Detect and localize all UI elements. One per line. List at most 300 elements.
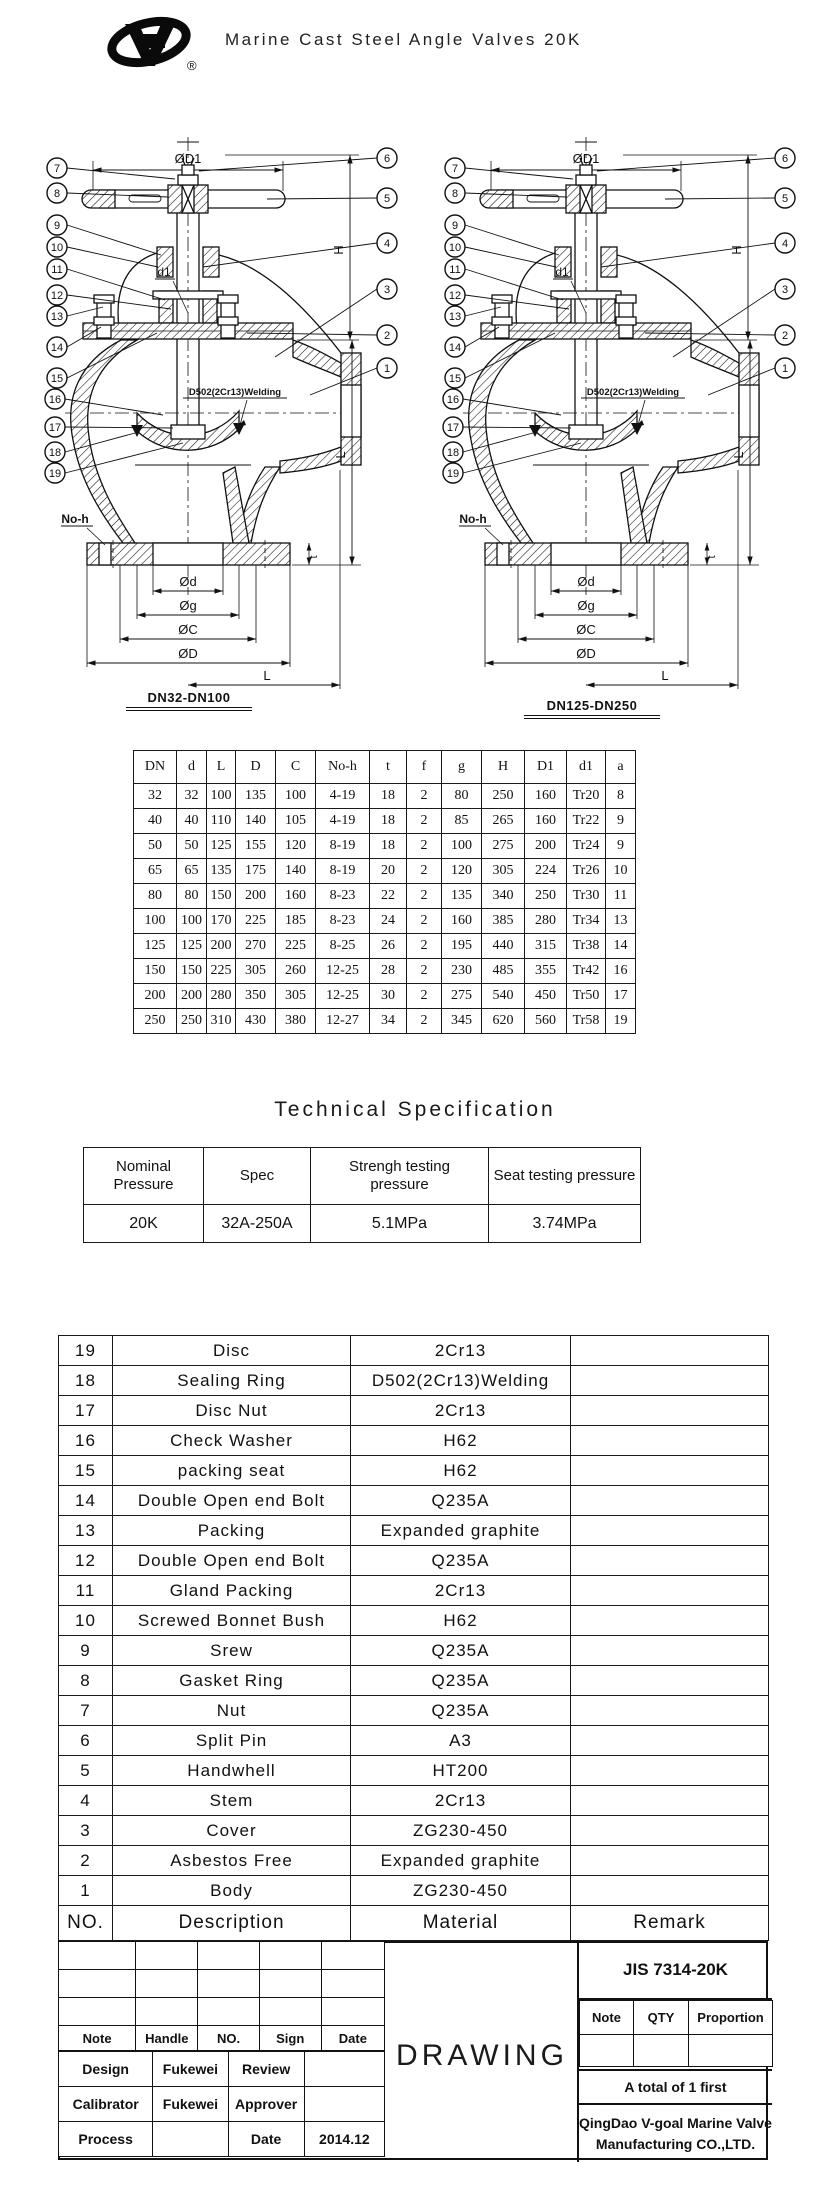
table-cell: 40 <box>177 809 207 834</box>
table-cell: Tr22 <box>567 809 606 834</box>
table-cell: 100 <box>207 784 236 809</box>
table-cell: 2Cr13 <box>351 1396 571 1426</box>
table-row <box>59 1366 769 1396</box>
table-cell: 250 <box>482 784 525 809</box>
note-col-header: Note <box>580 2001 634 2035</box>
table-cell <box>571 1876 769 1906</box>
table-row <box>59 2087 385 2122</box>
weld-note: D502(2Cr13)Welding <box>586 387 680 398</box>
svg-text:6: 6 <box>383 153 391 165</box>
svg-text:6: 6 <box>781 153 789 165</box>
table-cell: 2Cr13 <box>351 1336 571 1366</box>
table-cell: 105 <box>276 809 316 834</box>
dimension-table-body <box>134 784 636 1034</box>
svg-text:16: 16 <box>48 394 62 406</box>
dim-d-label: Ød <box>577 574 595 589</box>
table-cell: 125 <box>207 834 236 859</box>
table-cell: 100 <box>276 784 316 809</box>
table-cell: Tr34 <box>567 909 606 934</box>
drawing-label: DRAWING <box>396 2039 568 2072</box>
spec-value: 32A-250A <box>204 1205 311 1243</box>
table-cell: 230 <box>442 959 482 984</box>
table-cell: 160 <box>442 909 482 934</box>
table-cell: Tr30 <box>567 884 606 909</box>
table-cell: 5 <box>59 1756 113 1786</box>
table-cell: Handwhell <box>113 1756 351 1786</box>
svg-text:14: 14 <box>50 342 64 354</box>
table-cell: 2 <box>407 959 442 984</box>
table-cell: Double Open end Bolt <box>113 1546 351 1576</box>
table-cell: 170 <box>207 909 236 934</box>
table-row <box>59 1696 769 1726</box>
table-cell: Description <box>113 1906 351 1941</box>
svg-text:19: 19 <box>48 468 62 480</box>
table-cell: Body <box>113 1876 351 1906</box>
svg-text:9: 9 <box>53 220 61 232</box>
table-cell: 305 <box>236 959 276 984</box>
table-cell: ZG230-450 <box>351 1816 571 1846</box>
table-cell: 50 <box>134 834 177 859</box>
table-cell: 125 <box>177 934 207 959</box>
table-cell: d1 <box>567 751 606 784</box>
table-cell: 224 <box>525 859 567 884</box>
table-cell: 32 <box>134 784 177 809</box>
table-cell: 12-25 <box>316 959 370 984</box>
table-cell: 310 <box>207 1009 236 1034</box>
svg-text:12: 12 <box>50 290 64 302</box>
note-header: Note <box>59 2026 136 2051</box>
svg-text:15: 15 <box>448 373 462 385</box>
table-cell: Disc Nut <box>113 1396 351 1426</box>
signature-grid <box>58 2051 385 2157</box>
table-row <box>134 751 636 784</box>
table-cell: 195 <box>442 934 482 959</box>
table-cell: 26 <box>370 934 407 959</box>
seat-testing-pressure-value: 3.74MPa <box>489 1205 641 1243</box>
parts-list-body <box>59 1336 769 1906</box>
table-row <box>59 1486 769 1516</box>
page-title: Marine Cast Steel Angle Valves 20K <box>225 30 582 49</box>
table-cell: 10 <box>59 1606 113 1636</box>
dim-h-label: H <box>729 245 744 255</box>
table-cell: 8-25 <box>316 934 370 959</box>
table-cell: 275 <box>482 834 525 859</box>
table-cell: 225 <box>207 959 236 984</box>
callout-balloons-right <box>775 148 795 378</box>
table-row <box>59 1606 769 1636</box>
company-name: QingDao V-goal Marine Valve Manufacturing CO.,LTD. <box>579 2115 772 2152</box>
table-cell: g <box>442 751 482 784</box>
title-block <box>58 1941 772 2160</box>
table-cell: H62 <box>351 1606 571 1636</box>
table-cell: 11 <box>606 884 636 909</box>
table-cell: Sealing Ring <box>113 1366 351 1396</box>
table-cell: Design <box>59 2052 153 2087</box>
table-cell: 620 <box>482 1009 525 1034</box>
table-cell: 150 <box>177 959 207 984</box>
tech-col3-header: Strengh testing pressure <box>311 1148 489 1205</box>
callout-balloons-right <box>377 148 397 378</box>
table-cell: 2 <box>407 884 442 909</box>
table-cell: Gasket Ring <box>113 1666 351 1696</box>
table-cell: 225 <box>236 909 276 934</box>
table-cell: Screwed Bonnet Bush <box>113 1606 351 1636</box>
table-cell: Expanded graphite <box>351 1516 571 1546</box>
table-row <box>59 1576 769 1606</box>
svg-text:19: 19 <box>446 468 460 480</box>
svg-text:10: 10 <box>448 242 462 254</box>
table-cell <box>571 1576 769 1606</box>
dim-h-label: H <box>331 245 346 255</box>
table-cell: 40 <box>134 809 177 834</box>
table-cell: 22 <box>370 884 407 909</box>
no-h-label: No-h <box>459 512 487 526</box>
weld-note: D502(2Cr13)Welding <box>188 387 282 398</box>
table-cell: 19 <box>606 1009 636 1034</box>
table-cell: DN <box>134 751 177 784</box>
table-cell: ZG230-450 <box>351 1876 571 1906</box>
proportion-col-header: Proportion <box>689 2001 773 2035</box>
table-cell: 200 <box>236 884 276 909</box>
table-row <box>134 959 636 984</box>
table-cell: 560 <box>525 1009 567 1034</box>
table-row <box>59 1846 769 1876</box>
table-cell: Expanded graphite <box>351 1846 571 1876</box>
table-cell: L <box>207 751 236 784</box>
svg-text:3: 3 <box>383 284 391 296</box>
table-cell: 155 <box>236 834 276 859</box>
dim-t-label: t <box>308 555 320 559</box>
table-cell: Q235A <box>351 1696 571 1726</box>
table-cell: 175 <box>236 859 276 884</box>
svg-text:17: 17 <box>446 422 460 434</box>
table-cell: f <box>407 751 442 784</box>
table-cell: Q235A <box>351 1486 571 1516</box>
table-cell: 10 <box>606 859 636 884</box>
table-cell: 140 <box>236 809 276 834</box>
table-cell: Tr58 <box>567 1009 606 1034</box>
parts-list-footer <box>59 1906 769 1941</box>
table-cell: Stem <box>113 1786 351 1816</box>
table-cell: 100 <box>134 909 177 934</box>
table-cell: 160 <box>276 884 316 909</box>
table-cell: Tr20 <box>567 784 606 809</box>
table-cell: Packing <box>113 1516 351 1546</box>
table-cell: 2014.12 <box>304 2122 384 2157</box>
table-cell: 14 <box>606 934 636 959</box>
table-cell <box>571 1846 769 1876</box>
note-qty-proportion-table <box>579 2000 773 2067</box>
nominal-pressure-value: 20K <box>84 1205 204 1243</box>
registered-mark: ® <box>187 58 197 73</box>
table-cell: Split Pin <box>113 1726 351 1756</box>
dim-d-label: Ød <box>179 574 197 589</box>
technical-specification-title: Technical Specification <box>274 1098 556 1121</box>
table-cell: t <box>370 751 407 784</box>
table-row <box>59 1426 769 1456</box>
table-cell: 80 <box>177 884 207 909</box>
table-cell: packing seat <box>113 1456 351 1486</box>
table-cell <box>571 1636 769 1666</box>
tech-spec-value-row <box>84 1205 641 1243</box>
table-cell: 250 <box>525 884 567 909</box>
table-cell: Tr50 <box>567 984 606 1009</box>
table-cell: 8 <box>59 1666 113 1696</box>
table-cell <box>571 1786 769 1816</box>
table-row <box>59 1456 769 1486</box>
table-cell: 2 <box>407 809 442 834</box>
table-cell: 4 <box>59 1786 113 1816</box>
table-row <box>59 2122 385 2157</box>
table-cell: 80 <box>442 784 482 809</box>
table-cell: 16 <box>59 1426 113 1456</box>
table-cell: Material <box>351 1906 571 1941</box>
caption-dn32-dn100: DN32-DN100 <box>126 690 252 711</box>
table-cell: 18 <box>370 809 407 834</box>
table-row <box>59 1756 769 1786</box>
table-cell: 120 <box>276 834 316 859</box>
table-cell <box>571 1546 769 1576</box>
table-cell: Q235A <box>351 1666 571 1696</box>
table-cell: 345 <box>442 1009 482 1034</box>
dim-t-label: t <box>706 555 718 559</box>
table-row <box>59 1786 769 1816</box>
callout-balloons-left <box>45 158 67 483</box>
svg-text:1: 1 <box>383 363 391 375</box>
svg-text:13: 13 <box>448 311 462 323</box>
table-cell: Asbestos Free <box>113 1846 351 1876</box>
company-logo <box>103 12 203 83</box>
table-cell: Calibrator <box>59 2087 153 2122</box>
table-cell: 200 <box>525 834 567 859</box>
svg-text:1: 1 <box>781 363 789 375</box>
table-cell: 225 <box>276 934 316 959</box>
table-cell: 135 <box>442 884 482 909</box>
table-cell: 18 <box>59 1366 113 1396</box>
table-cell: Remark <box>571 1906 769 1941</box>
dim-d1-label: d1 <box>555 265 569 279</box>
caption-dn125-dn250: DN125-DN250 <box>524 698 660 719</box>
table-cell <box>571 1456 769 1486</box>
svg-text:5: 5 <box>383 193 391 205</box>
table-cell: Double Open end Bolt <box>113 1486 351 1516</box>
table-cell: 12 <box>59 1546 113 1576</box>
svg-text:4: 4 <box>383 238 391 250</box>
table-cell: 100 <box>442 834 482 859</box>
table-cell: 340 <box>482 884 525 909</box>
table-row <box>134 1009 636 1034</box>
table-cell: 135 <box>207 859 236 884</box>
table-row <box>134 934 636 959</box>
dim-od1-label: ØD1 <box>174 151 202 166</box>
svg-text:13: 13 <box>50 311 64 323</box>
table-cell: 2Cr13 <box>351 1786 571 1816</box>
dim-l-bottom-label: L <box>263 668 271 683</box>
table-cell: Date <box>228 2122 304 2157</box>
table-cell <box>571 1726 769 1756</box>
table-cell <box>571 1666 769 1696</box>
svg-text:2: 2 <box>781 330 789 342</box>
svg-text:7: 7 <box>53 163 61 175</box>
table-cell: 305 <box>482 859 525 884</box>
table-cell: Disc <box>113 1336 351 1366</box>
revision-header-row <box>59 2026 385 2051</box>
table-cell: 8-23 <box>316 909 370 934</box>
table-cell <box>571 1696 769 1726</box>
table-cell: 2Cr13 <box>351 1576 571 1606</box>
table-cell: 110 <box>207 809 236 834</box>
table-row <box>59 1546 769 1576</box>
table-cell: 2 <box>407 834 442 859</box>
table-cell: 250 <box>177 1009 207 1034</box>
table-cell: 265 <box>482 809 525 834</box>
svg-text:18: 18 <box>446 447 460 459</box>
svg-text:11: 11 <box>51 264 63 276</box>
total-note: A total of 1 first <box>579 2069 772 2105</box>
revision-grid <box>58 1941 385 2051</box>
table-cell: 260 <box>276 959 316 984</box>
table-cell: 20 <box>370 859 407 884</box>
table-cell: No-h <box>316 751 370 784</box>
table-cell: H62 <box>351 1456 571 1486</box>
table-cell: 385 <box>482 909 525 934</box>
table-cell: 8-19 <box>316 834 370 859</box>
table-row <box>59 1336 769 1366</box>
table-cell: NO. <box>59 1906 113 1941</box>
table-cell: 12-27 <box>316 1009 370 1034</box>
table-cell: 18 <box>370 834 407 859</box>
svg-text:11: 11 <box>449 264 461 276</box>
table-cell <box>571 1336 769 1366</box>
table-cell: Tr24 <box>567 834 606 859</box>
svg-text:17: 17 <box>48 422 62 434</box>
callout-balloons-left <box>443 158 465 483</box>
table-cell: 160 <box>525 809 567 834</box>
table-cell: 305 <box>276 984 316 1009</box>
table-row <box>134 909 636 934</box>
table-cell: 15 <box>59 1456 113 1486</box>
dim-g-label: Øg <box>179 598 197 613</box>
table-cell: d <box>177 751 207 784</box>
table-cell: 280 <box>207 984 236 1009</box>
table-cell: 2 <box>407 784 442 809</box>
svg-text:9: 9 <box>451 220 459 232</box>
table-cell: 150 <box>207 884 236 909</box>
table-cell: 150 <box>134 959 177 984</box>
svg-text:12: 12 <box>448 290 462 302</box>
svg-text:2: 2 <box>383 330 391 342</box>
table-row <box>59 1396 769 1426</box>
table-cell: 16 <box>606 959 636 984</box>
svg-text:3: 3 <box>781 284 789 296</box>
table-cell: 14 <box>59 1486 113 1516</box>
dim-d1-label: d1 <box>157 265 171 279</box>
table-cell: 80 <box>134 884 177 909</box>
table-cell: 440 <box>482 934 525 959</box>
svg-text:14: 14 <box>448 342 462 354</box>
tech-spec-header-row <box>84 1148 641 1205</box>
table-cell: 50 <box>177 834 207 859</box>
table-cell: Fukewei <box>153 2087 228 2122</box>
strength-testing-pressure-value: 5.1MPa <box>311 1205 489 1243</box>
valve-cross-section-drawing <box>25 95 400 703</box>
table-cell: D502(2Cr13)Welding <box>351 1366 571 1396</box>
table-cell: 450 <box>525 984 567 1009</box>
table-cell: 2 <box>59 1846 113 1876</box>
table-cell: 18 <box>370 784 407 809</box>
table-row <box>134 859 636 884</box>
table-cell: Tr38 <box>567 934 606 959</box>
table-cell: Fukewei <box>153 2052 228 2087</box>
table-cell: a <box>606 751 636 784</box>
table-row <box>134 884 636 909</box>
table-cell: Cover <box>113 1816 351 1846</box>
table-cell: 135 <box>236 784 276 809</box>
table-cell: 485 <box>482 959 525 984</box>
table-cell: 125 <box>134 934 177 959</box>
svg-text:7: 7 <box>451 163 459 175</box>
table-cell: HT200 <box>351 1756 571 1786</box>
table-cell <box>571 1606 769 1636</box>
table-cell: 3 <box>59 1816 113 1846</box>
table-cell: Gland Packing <box>113 1576 351 1606</box>
tech-col2-header: Spec <box>204 1148 311 1205</box>
table-cell: 185 <box>276 909 316 934</box>
table-row <box>134 984 636 1009</box>
table-cell: 4-19 <box>316 809 370 834</box>
table-cell: 140 <box>276 859 316 884</box>
table-cell: 9 <box>606 809 636 834</box>
svg-text:15: 15 <box>50 373 64 385</box>
table-cell: 380 <box>276 1009 316 1034</box>
table-cell: 32 <box>177 784 207 809</box>
qty-col-header: QTY <box>634 2001 689 2035</box>
technical-specification-table <box>83 1147 641 1243</box>
table-cell: Tr42 <box>567 959 606 984</box>
table-row <box>59 1816 769 1846</box>
table-cell: 65 <box>177 859 207 884</box>
table-cell: 2 <box>407 934 442 959</box>
table-cell: D1 <box>525 751 567 784</box>
table-cell: 8-23 <box>316 884 370 909</box>
sign-header: Sign <box>259 2026 321 2051</box>
table-cell <box>571 1366 769 1396</box>
table-cell: 200 <box>207 934 236 959</box>
table-cell: Srew <box>113 1636 351 1666</box>
svg-text:10: 10 <box>50 242 64 254</box>
table-cell: 200 <box>134 984 177 1009</box>
table-cell: 28 <box>370 959 407 984</box>
table-cell: 120 <box>442 859 482 884</box>
no-header: NO. <box>198 2026 259 2051</box>
table-cell: 160 <box>525 784 567 809</box>
table-cell: 280 <box>525 909 567 934</box>
table-cell <box>153 2122 228 2157</box>
table-cell: 540 <box>482 984 525 1009</box>
table-cell <box>571 1396 769 1426</box>
table-row <box>134 784 636 809</box>
table-row <box>59 2052 385 2087</box>
svg-text:18: 18 <box>48 447 62 459</box>
table-cell <box>571 1816 769 1846</box>
dim-l-side-label: L <box>333 451 348 459</box>
table-cell <box>571 1756 769 1786</box>
table-cell: 100 <box>177 909 207 934</box>
dim-bigd-label: ØD <box>178 646 198 661</box>
table-row <box>59 1666 769 1696</box>
svg-text:16: 16 <box>446 394 460 406</box>
table-row <box>59 1726 769 1756</box>
